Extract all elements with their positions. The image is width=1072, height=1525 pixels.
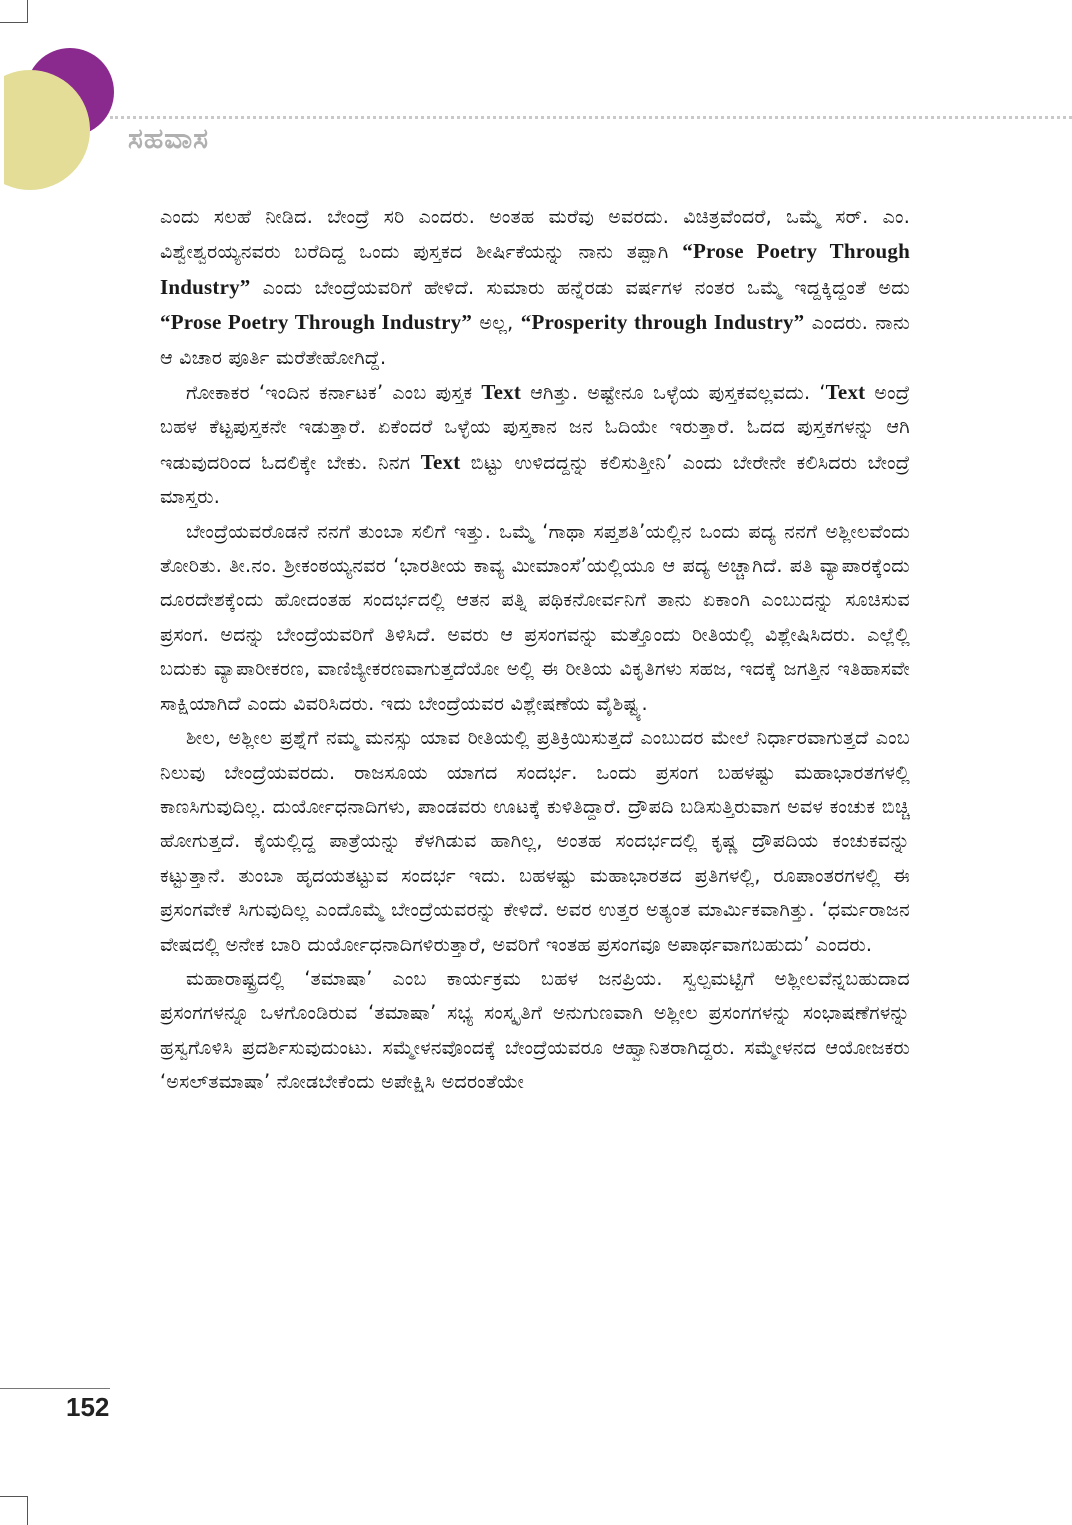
paragraph-text: ಶೀಲ, ಅಶ್ಲೀಲ ಪ್ರಶ್ನೆಗೆ ನಮ್ಮ ಮನಸ್ಸು ಯಾವ ರೀತಿಯಲ್ಲಿ ಪ್ರತಿಕ್ರಿಯಿಸುತ್ತದೆ ಎಂಬುದರ ಮೇಲೆ ನಿರ್ಧಾರವಾಗುತ್ತದೆ ಎಂಬ ನಿಲುವು ಬೇಂದ್ರೆಯವರದು. ರಾಜಸೂಯ ಯಾಗದ ಸಂದರ್ಭ. ಒಂದು ಪ್ರಸಂಗ ಬಹಳಷ್ಟು ಮಹಾಭಾರತಗಳಲ್ಲಿ ಕಾಣಸಿಗುವುದಿಲ್ಲ. ದುರ್ಯೋಧನಾದಿಗಳು, ಪಾಂಡವರು ಊಟಕ್ಕೆ ಕುಳಿತಿದ್ದಾರೆ. ದ್ರೌಪದಿ ಬಡಿಸುತ್ತಿರುವಾಗ ಅವಳ ಕಂಚುಕ ಬಿಚ್ಚಿ ಹೋಗುತ್ತದೆ. ಕೈಯಲ್ಲಿದ್ದ ಪಾತ್ರೆಯನ್ನು ಕೆಳಗಿಡುವ ಹಾಗಿಲ್ಲ, ಅಂತಹ ಸಂದರ್ಭದಲ್ಲಿ ಕೃಷ್ಣ ದ್ರೌಪದಿಯ ಕಂಚುಕವನ್ನು ಕಟ್ಟುತ್ತಾನೆ. ತುಂಬಾ ಹೃದಯತಟ್ಟುವ ಸಂದರ್ಭ ಇದು. ಬಹಳಷ್ಟು ಮಹಾಭಾರತದ ಪ್ರತಿಗಳಲ್ಲಿ, ರೂಪಾಂತರಗಳಲ್ಲಿ ಈ ಪ್ರಸಂಗವೇಕೆ ಸಿಗುವುದಿಲ್ಲ ಎಂದೊಮ್ಮೆ ಬೇಂದ್ರೆಯವರನ್ನು ಕೇಳಿದೆ. ಅವರ ಉತ್ತರ ಅತ್ಯಂತ ಮಾರ್ಮಿಕವಾಗಿತ್ತು. ‘ಧರ್ಮರಾಜನ ವೇಷದಲ್ಲಿ ಅನೇಕ ಬಾರಿ ದುರ್ಯೋಧನಾದಿಗಳಿರುತ್ತಾರೆ, ಅವರಿಗೆ ಇಂತಹ ಪ್ರಸಂಗವೂ ಅಪಾರ್ಥವಾಗಬಹುದು’ ಎಂದರು.: [160, 726, 910, 956]
page-number: 152: [66, 1392, 110, 1422]
english-title-text: “Prose Poetry Through Industry”: [160, 239, 910, 299]
paragraph-text: ಬೇಂದ್ರೆಯವರೊಡನೆ ನನಗೆ ತುಂಬಾ ಸಲಿಗೆ ಇತ್ತು. ಒಮ್ಮೆ ‘ಗಾಥಾ ಸಪ್ತಶತಿ’ಯಲ್ಲಿನ ಒಂದು ಪದ್ಯ ನನಗೆ ಅಶ್ಲೀಲವೆಂದು ತೋರಿತು. ತೀ.ನಂ. ಶ್ರೀಕಂಠಯ್ಯನವರ ‘ಭಾರತೀಯ ಕಾವ್ಯ ಮೀಮಾಂಸೆ’ಯಲ್ಲಿಯೂ ಆ ಪದ್ಯ ಅಚ್ಚಾಗಿದೆ. ಪತಿ ವ್ಯಾಪಾರಕ್ಕೆಂದು ದೂರದೇಶಕ್ಕೆಂದು ಹೋದಂತಹ ಸಂದರ್ಭದಲ್ಲಿ ಆತನ ಪತ್ನಿ ಪಥಿಕನೋರ್ವನಿಗೆ ತಾನು ಏಕಾಂಗಿ ಎಂಬುದನ್ನು ಸೂಚಿಸುವ ಪ್ರಸಂಗ. ಅದನ್ನು ಬೇಂದ್ರೆಯವರಿಗೆ ತಿಳಿಸಿದೆ. ಅವರು ಆ ಪ್ರಸಂಗವನ್ನು ಮತ್ತೊಂದು ರೀತಿಯಲ್ಲಿ ವಿಶ್ಲೇಷಿಸಿದರು. ಎಲ್ಲೆಲ್ಲಿ ಬದುಕು ವ್ಯಾಪಾರೀಕರಣ, ವಾಣಿಜ್ಯೀಕರಣವಾಗುತ್ತದೆಯೋ ಅಲ್ಲಿ ಈ ರೀತಿಯ ವಿಕೃತಿಗಳು ಸಹಜ, ಇದಕ್ಕೆ ಜಗತ್ತಿನ ಇತಿಹಾಸವೇ ಸಾಕ್ಷಿಯಾಗಿದೆ ಎಂದು ವಿವರಿಸಿದರು. ಇದು ಬೇಂದ್ರೆಯವರ ವಿಶ್ಲೇಷಣೆಯ ವೈಶಿಷ್ಟ್ಯ.: [160, 519, 910, 715]
crop-mark-bottom-vertical: [27, 1496, 28, 1525]
paragraph-text: ಗೋಕಾಕರ ‘ಇಂದಿನ ಕರ್ನಾಟಕ’ ಎಂಬ ಪುಸ್ತಕ: [186, 381, 482, 405]
paragraph-text: ಎಂದರು. ನಾನು ಆ ವಿಚಾರ ಪೂರ್ತಿ ಮರೆತೇಹೋಗಿದ್ದೆ.: [160, 311, 910, 369]
body-paragraph: [160, 375, 910, 515]
english-title-text: Text: [825, 380, 866, 405]
paragraph-text: ಅಂದ್ರೆ ಬಹಳ ಕೆಟ್ಟಪುಸ್ತಕನೇ ಇಡುತ್ತಾರೆ. ಏಕೆಂದರೆ ಒಳ್ಳೆಯ ಪುಸ್ತಕಾನ ಜನ ಓದಿಯೇ ಇರುತ್ತಾರೆ. ಓದದ ಪುಸ್ತಕಗಳನ್ನು ಆಗಿ ಇಡುವುದರಿಂದ ಓದಲಿಕ್ಕೇ ಬೇಕು. ನಿನಗ: [160, 381, 910, 474]
running-title: ಸಹವಾಸ: [128, 122, 210, 155]
paragraph-text: ಬಿಟ್ಟು ಉಳಿದದ್ದನ್ನು ಕಲಿಸುತ್ತೀನಿ’ ಎಂದು ಬೇರೇನೇ ಕಲಿಸಿದರು ಬೇಂದ್ರೆ ಮಾಸ್ತರು.: [160, 450, 910, 509]
body-text: [160, 200, 910, 1100]
body-paragraph: [160, 515, 910, 721]
english-title-text: Text: [481, 380, 522, 405]
english-title-text: “Prose Poetry Through Industry”: [160, 310, 473, 335]
header-dotted-rule: [110, 116, 1072, 119]
crop-mark-bottom-horizontal: [0, 1496, 28, 1497]
paragraph-text: ಎಂದು ಸಲಹೆ ನೀಡಿದ. ಬೇಂದ್ರೆ ಸರಿ ಎಂದರು. ಅಂತಹ ಮರೆವು ಅವರದು. ವಿಚಿತ್ರವೆಂದರೆ, ಒಮ್ಮೆ ಸರ್. ಎಂ. ವಿಶ್ವೇಶ್ವರಯ್ಯನವರು ಬರೆದಿದ್ದ ಒಂದು ಪುಸ್ತಕದ ಶೀರ್ಷಿಕೆಯನ್ನು ನಾನು ತಪ್ಪಾಗಿ: [160, 205, 910, 264]
body-paragraph: [160, 200, 910, 375]
paragraph-text: ಮಹಾರಾಷ್ಟ್ರದಲ್ಲಿ ‘ತಮಾಷಾ’ ಎಂಬ ಕಾರ್ಯಕ್ರಮ ಬಹಳ ಜನಪ್ರಿಯ. ಸ್ವಲ್ಪಮಟ್ಟಿಗೆ ಅಶ್ಲೀಲವೆನ್ನಬಹುದಾದ ಪ್ರಸಂಗಗಳನ್ನೂ ಒಳಗೊಂಡಿರುವ ‘ತಮಾಷಾ’ ಸಭ್ಯ ಸಂಸ್ಕೃತಿಗೆ ಅನುಗುಣವಾಗಿ ಅಶ್ಲೀಲ ಪ್ರಸಂಗಗಳನ್ನು ಸಂಭಾಷಣೆಗಳನ್ನು ಹ್ರಸ್ವಗೊಳಿಸಿ ಪ್ರದರ್ಶಿಸುವುದುಂಟು. ಸಮ್ಮೇಳನವೊಂದಕ್ಕೆ ಬೇಂದ್ರೆಯವರೂ ಆಹ್ವಾನಿತರಾಗಿದ್ದರು. ಸಮ್ಮೇಳನದ ಆಯೋಜಕರು ‘ಅಸಲ್‌ತಮಾಷಾ’ ನೋಡಬೇಕೆಂದು ಅಪೇಕ್ಷಿಸಿ ಅದರಂತೆಯೇ: [160, 966, 910, 1094]
footer-rule: [0, 1388, 110, 1389]
paragraph-text: ಅಲ್ಲ,: [472, 311, 521, 335]
header-decoration: [0, 40, 130, 220]
paragraph-text: ಆಗಿತ್ತು. ಅಷ್ಟೇನೂ ಒಳ್ಳೆಯ ಪುಸ್ತಕವಲ್ಲವದು. ‘: [521, 381, 826, 405]
crop-mark-top-vertical: [27, 0, 28, 22]
english-title-text: Text: [420, 449, 461, 474]
english-title-text: “Prosperity through Industry”: [520, 310, 805, 335]
body-paragraph: [160, 962, 910, 1100]
paragraph-text: ಎಂದು ಬೇಂದ್ರೆಯವರಿಗೆ ಹೇಳಿದೆ. ಸುಮಾರು ಹನ್ನೆರಡು ವರ್ಷಗಳ ನಂತರ ಒಮ್ಮೆ ಇದ್ದಕ್ಕಿದ್ದಂತೆ ಅದು: [250, 275, 910, 299]
crop-mark-top-horizontal: [0, 22, 28, 23]
body-paragraph: [160, 721, 910, 962]
